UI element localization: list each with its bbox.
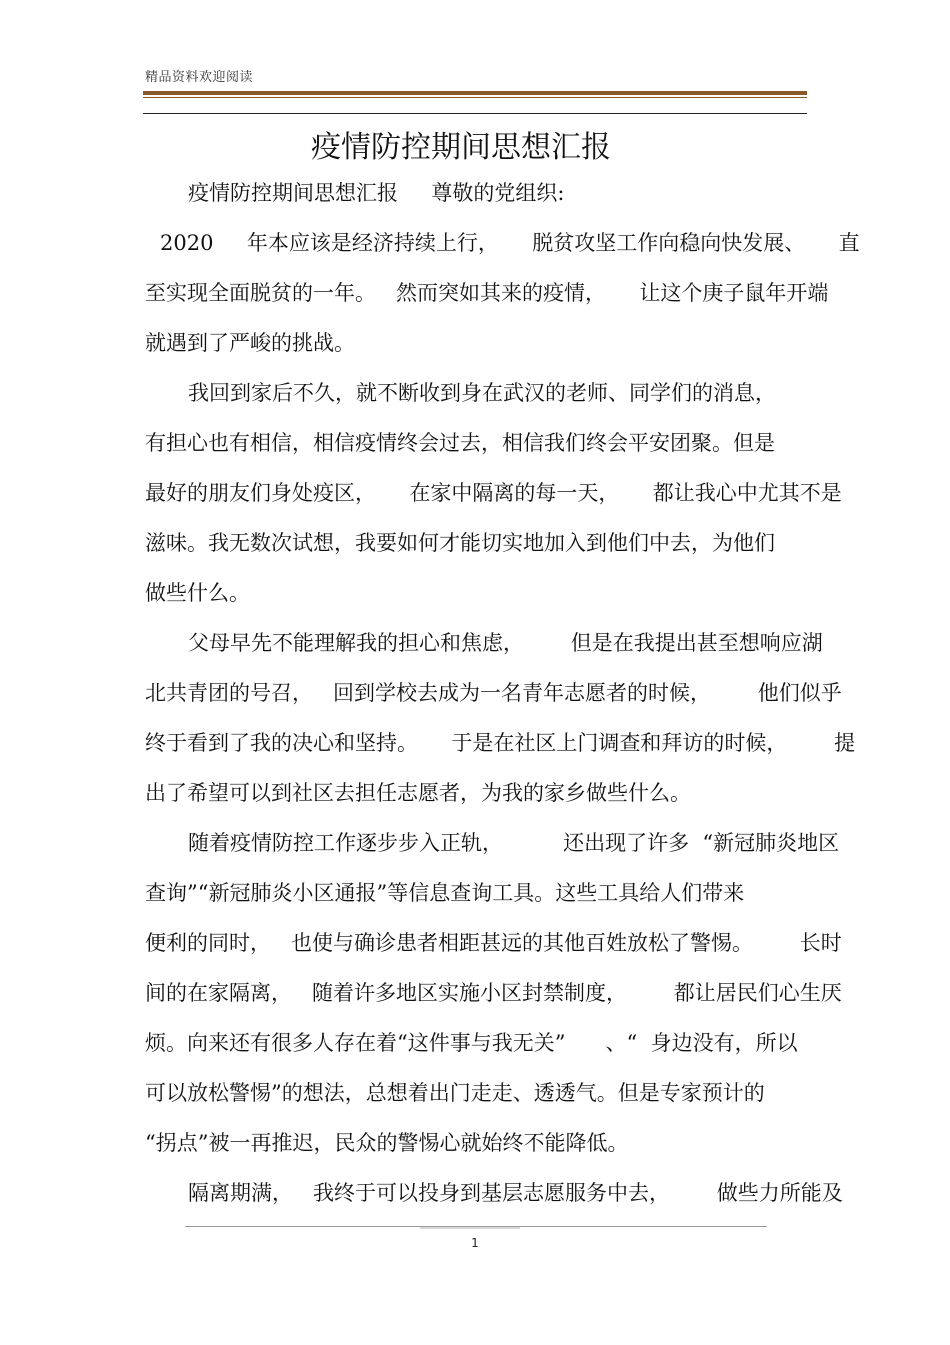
- header-rule-thin: [143, 97, 807, 98]
- header-label: 精品资料欢迎阅读: [145, 70, 254, 85]
- body-line: 可以放松警惕”的想法，总想着出门走走、透透气。但是专家预计的: [145, 1081, 765, 1105]
- body-line: 隔离期满， 我终于可以投身到基层志愿服务中去， 做些力所能及: [188, 1181, 843, 1205]
- page-number: 1: [471, 1236, 479, 1250]
- body-line: 便利的同时， 也使与确诊患者相距甚远的其他百姓放松了警惕。 长时: [145, 931, 842, 955]
- body-line: 间的在家隔离， 随着许多地区实施小区封禁制度， 都让居民们心生厌: [145, 981, 842, 1005]
- body-line: 终于看到了我的决心和坚持。 于是在社区上门调查和拜访的时候， 提: [145, 731, 856, 755]
- body-line: 有担心也有相信，相信疫情终会过去，相信我们终会平安团聚。但是: [145, 431, 775, 455]
- body-line: 查询”“新冠肺炎小区通报”等信息查询工具。这些工具给人们带来: [145, 881, 745, 905]
- body-line: 北共青团的号召， 回到学校去成为一名青年志愿者的时候， 他们似乎: [145, 681, 842, 705]
- body-line: 最好的朋友们身处疫区， 在家中隔离的每一天， 都让我心中尤其不是: [145, 481, 842, 505]
- body-line: 父母早先不能理解我的担心和焦虑， 但是在我提出甚至想响应湖: [188, 631, 823, 655]
- header-rule-black: [143, 113, 807, 114]
- body-line: 烦。向来还有很多人存在着“这件事与我无关” 、“ 身边没有，所以: [145, 1031, 798, 1055]
- footer-rule-shade: [420, 1227, 520, 1229]
- body-line: 2020 年本应该是经济持续上行， 脱贫攻坚工作向稳向快发展、 直: [160, 231, 860, 255]
- body-line: 出了希望可以到社区去担任志愿者，为我的家乡做些什么。: [145, 781, 691, 805]
- body-line: 至实现全面脱贫的一年。 然而突如其来的疫情， 让这个庚子鼠年开端: [145, 281, 829, 305]
- body-line: 滋味。我无数次试想，我要如何才能切实地加入到他们中去，为他们: [145, 531, 775, 555]
- body-line: 我回到家后不久，就不断收到身在武汉的老师、同学们的消息，: [188, 381, 776, 405]
- document-title: 疫情防控期间思想汇报: [311, 130, 611, 165]
- body-line: 做些什么。: [145, 581, 250, 605]
- header-rule-thick: [143, 91, 807, 95]
- body-line: 疫情防控期间思想汇报 尊敬的党组织:: [188, 181, 565, 205]
- body-line: 就遇到了严峻的挑战。: [145, 331, 355, 355]
- body-line: “拐点”被一再推迟，民众的警惕心就始终不能降低。: [145, 1131, 629, 1155]
- body-line: 随着疫情防控工作逐步步入正轨， 还出现了许多 “新冠肺炎地区: [188, 831, 840, 855]
